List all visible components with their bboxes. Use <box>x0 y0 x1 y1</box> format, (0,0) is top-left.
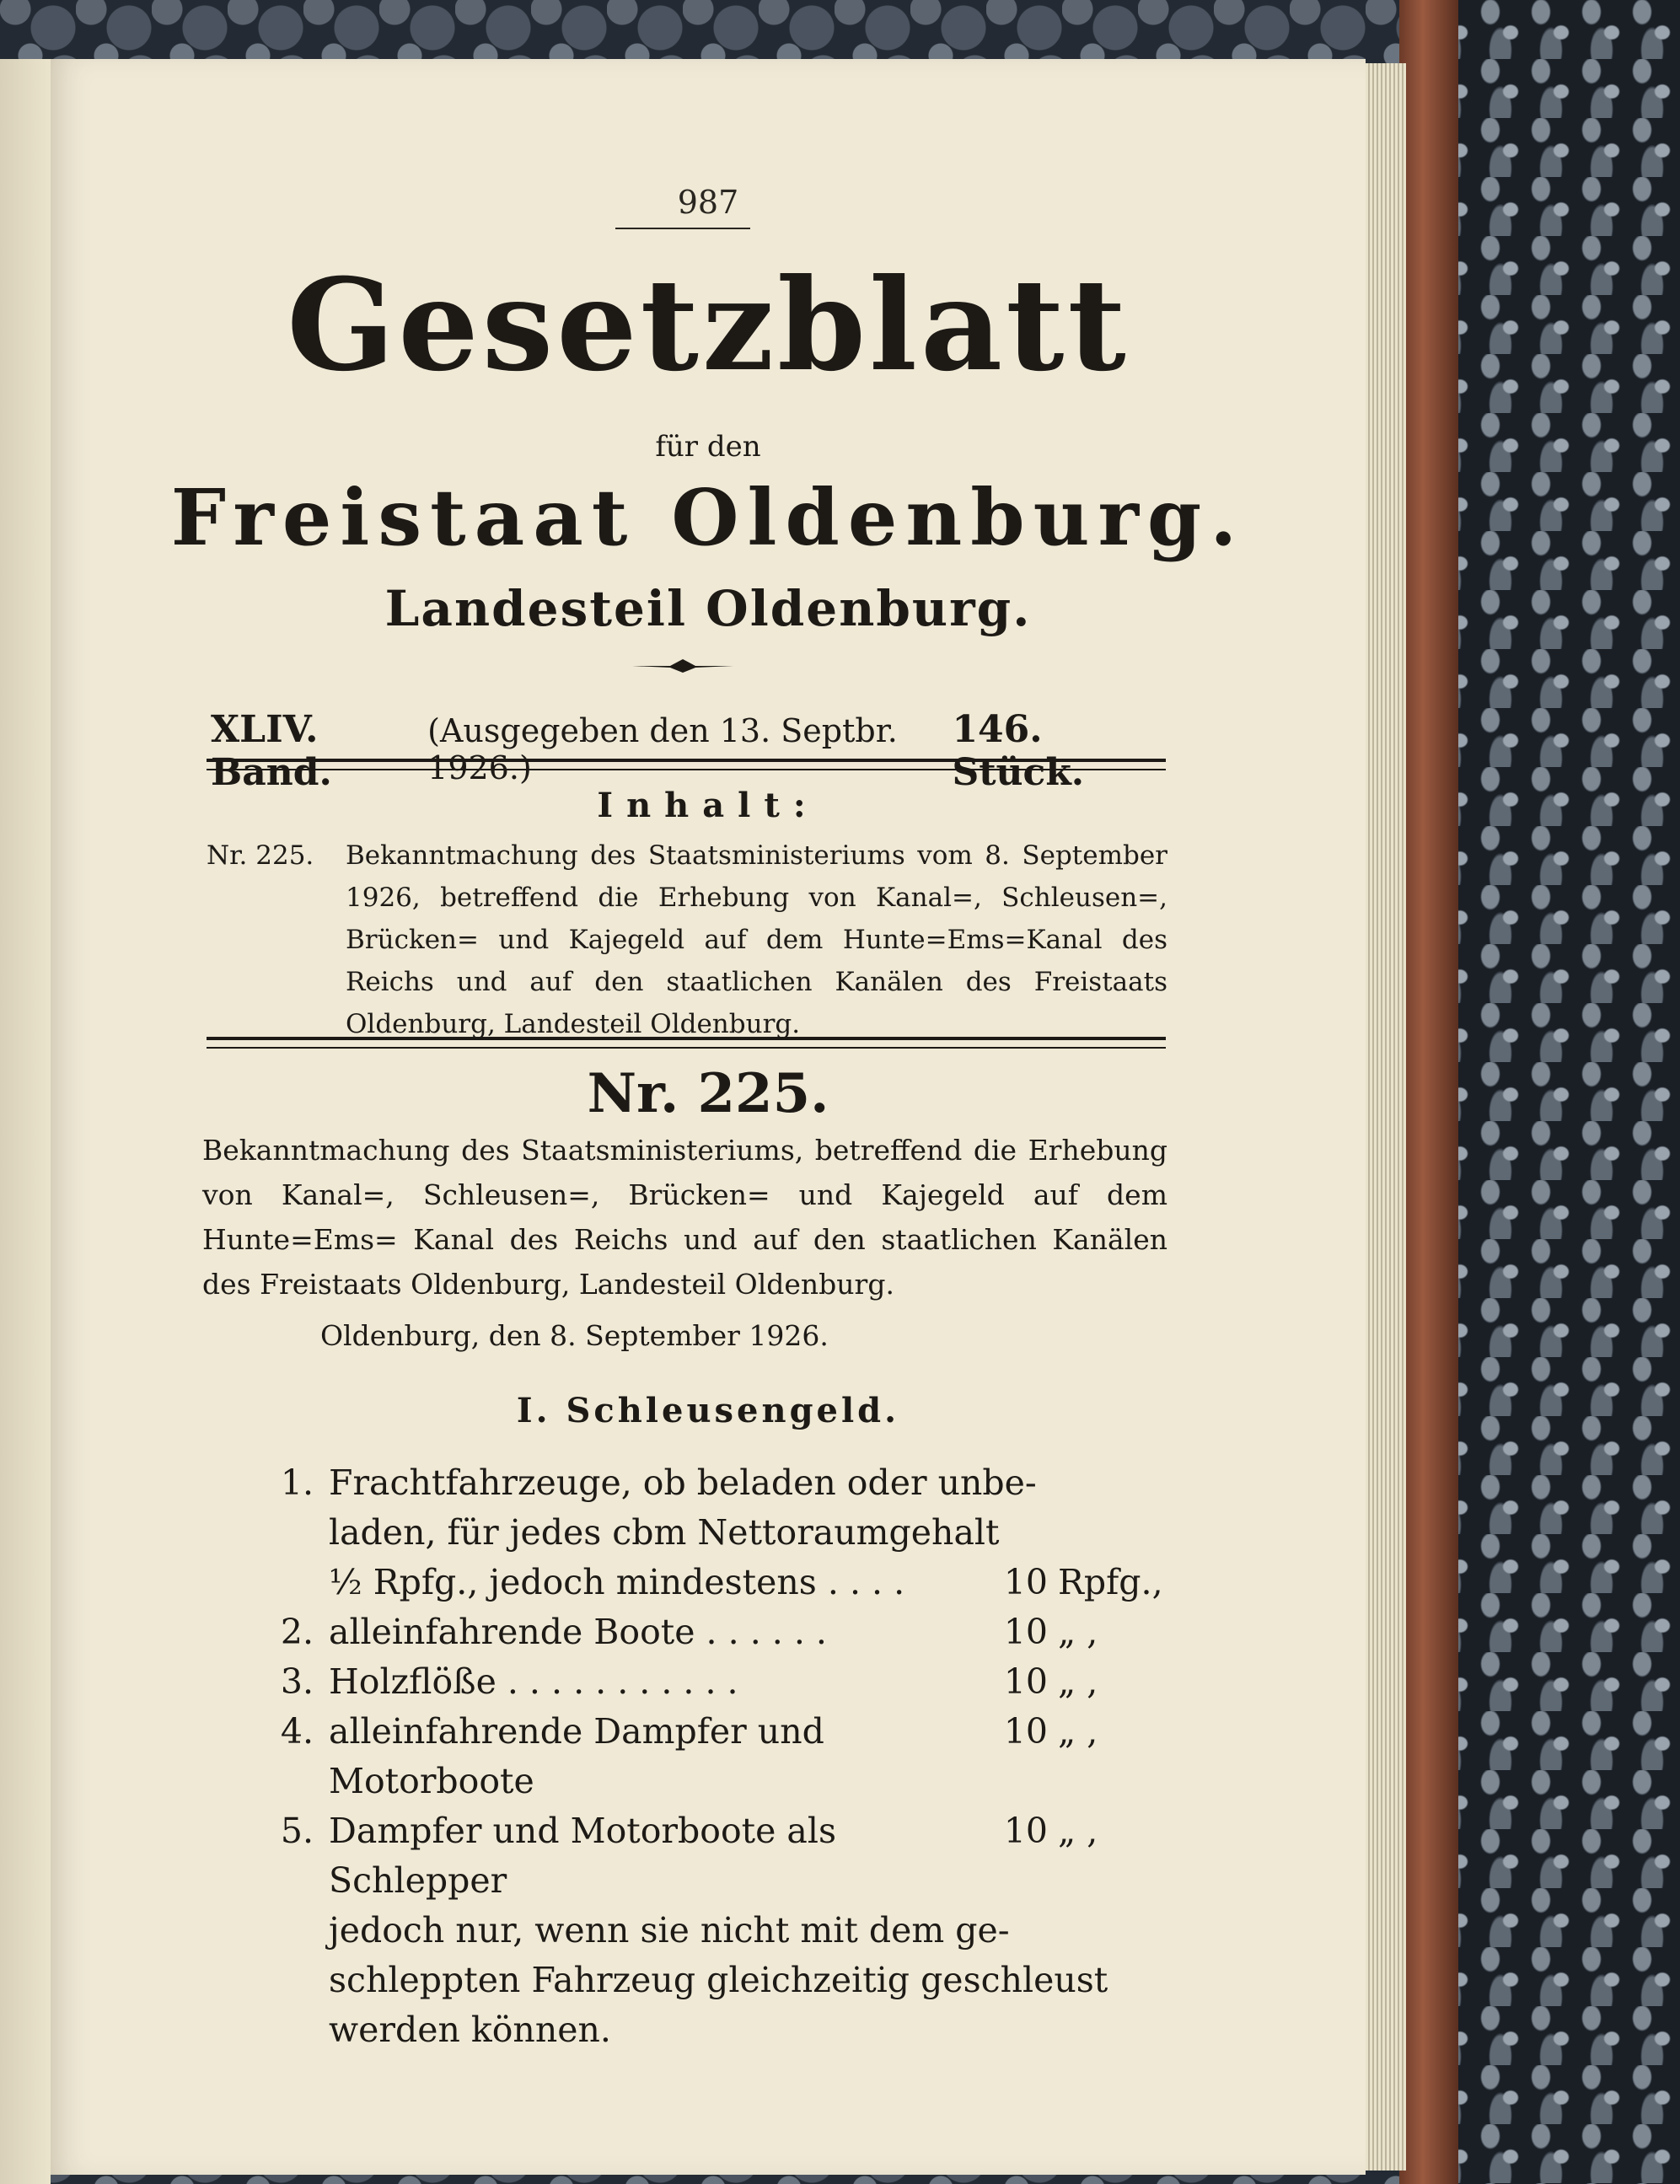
item-unit: „ , <box>1058 1811 1098 1851</box>
item-value: 10 <box>1003 1711 1048 1752</box>
item-value: 10 <box>1003 1562 1048 1602</box>
issue-date: (Ausgegeben den 13. Septbr. 1926.) <box>427 712 898 786</box>
marbled-endpaper <box>1425 0 1680 2184</box>
item-unit: „ , <box>1058 1711 1098 1752</box>
list-item <box>244 1806 1172 2055</box>
item-text: laden, für jedes cbm Nettoraumgehalt <box>329 1512 1000 1553</box>
list-item <box>244 1458 1172 1607</box>
item-value: 10 <box>1003 1811 1048 1851</box>
section-heading: I. Schleusengeld. <box>516 1391 900 1430</box>
list-item <box>244 1657 1172 1707</box>
piece-number: 146. Stück. <box>952 708 1085 794</box>
rule-bottom <box>207 1037 1166 1049</box>
page-number: 987 <box>677 184 739 221</box>
toc-entry <box>207 834 1167 1045</box>
issue-line <box>211 708 1163 794</box>
masthead-state: Freistaat Oldenburg. <box>170 472 1246 563</box>
item-text: ½ Rpfg., jedoch mindestens . . . . <box>329 1562 905 1602</box>
left-page-edge <box>0 59 51 2184</box>
item-text: Holzflöße . . . . . . . . . . . <box>329 1661 738 1702</box>
leather-spine <box>1399 0 1458 2184</box>
volume-label: XLIV. Band. <box>211 708 332 794</box>
intro-text: Bekanntmachung des Staatsministeriums, betreffend die Erhebung von Kanal=, Schleusen=, Brücken= und Kajegeld auf dem Hunte=Ems= Kanal des Reichs und auf den staatlichen Kanälen des Freistaats Oldenburg, Landesteil Oldenburg. <box>202 1134 1167 1301</box>
item-text: werden können. <box>329 2010 611 2050</box>
item-number: 4. <box>280 1711 314 1752</box>
item-number: 1. <box>280 1462 314 1503</box>
item-value: 10 <box>1003 1661 1048 1702</box>
item-number: 2. <box>280 1612 314 1652</box>
toc-number: Nr. 225. <box>207 840 314 871</box>
item-value: 10 <box>1003 1612 1048 1652</box>
masthead-title: Gesetzblatt <box>287 251 1130 400</box>
announcement-intro <box>202 1128 1167 1307</box>
item-unit: Rpfg., <box>1058 1562 1163 1602</box>
ornament-divider <box>632 649 733 683</box>
item-text: jedoch nur, wenn sie nicht mit dem ge- <box>329 1910 1010 1951</box>
masthead-connector: für den <box>655 430 761 464</box>
item-unit: „ , <box>1058 1661 1098 1702</box>
item-text: alleinfahrende Boote . . . . . . <box>329 1612 827 1652</box>
fee-list <box>244 1458 1172 2055</box>
page-number-rule <box>615 228 750 229</box>
item-text: alleinfahrende Dampfer und Motorboote <box>329 1711 824 1801</box>
announcement-number: Nr. 225. <box>587 1062 829 1125</box>
dateline: Oldenburg, den 8. September 1926. <box>320 1319 829 1352</box>
item-number: 5. <box>280 1811 314 1851</box>
item-number: 3. <box>280 1661 314 1702</box>
toc-text: Bekanntmachung des Staatsministeriums vom 8. September 1926, betreffend die Erhebung von Kanal=, Schleusen=, Brücken= und Kajegeld auf dem Hunte=Ems=Kanal des Reichs und auf den staatlichen Kanälen des Freistaats Oldenburg, Landesteil Oldenburg. <box>346 840 1167 1039</box>
masthead-region: Landesteil Oldenburg. <box>384 580 1032 637</box>
list-item <box>244 1707 1172 1806</box>
contents-heading: Inhalt: <box>597 786 819 825</box>
rule-top <box>207 759 1166 770</box>
list-item <box>244 1607 1172 1657</box>
item-text: Dampfer und Motorboote als Schlepper <box>329 1811 837 1901</box>
document-page <box>51 59 1366 2175</box>
item-text: Frachtfahrzeuge, ob beladen oder unbe- <box>329 1462 1037 1503</box>
item-unit: „ , <box>1058 1612 1098 1652</box>
item-text: schleppten Fahrzeug gleichzeitig geschleust <box>329 1960 1108 2000</box>
